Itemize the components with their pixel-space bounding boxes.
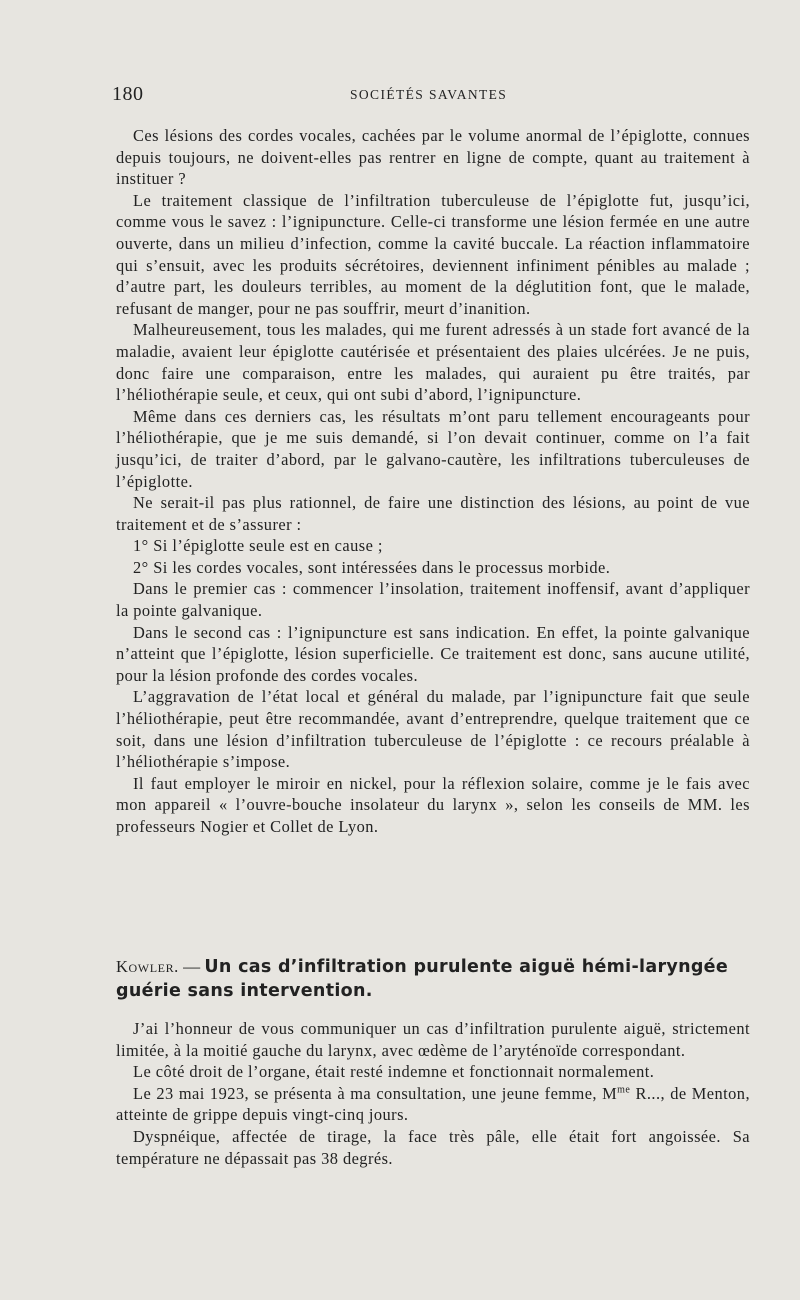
- paragraph: [116, 1083, 750, 1126]
- paragraph: Dans le second cas : l’ignipuncture est sans indication. En effet, la pointe galvanique n’atteint que l’épiglotte, lésion superficielle. Ce traitement est donc, sans aucune utilité, pour la lésion profonde des cordes vocales.: [116, 622, 750, 685]
- paragraph: Ces lésions des cordes vocales, cachées par le volume anormal de l’épiglotte, connues depuis toujours, ne doivent-elles pas rentrer en ligne de compte, quant au traitement à instituer ?: [116, 126, 750, 189]
- paragraph: Dans le premier cas : commencer l’insolation, traitement inoffensif, avant d’appliquer la pointe galvanique.: [116, 579, 750, 621]
- paragraph: L’aggravation de l’état local et général du malade, par l’ignipuncture fait que seule l’héliothérapie, peut être recommandée, avant d’entreprendre, quelque traitement que ce soit, dans une lésion d’infiltration tuberculeuse de l’épiglotte : ce recours préalable à l’héliothérapie s’impose.: [116, 687, 750, 772]
- running-head: SOCIÉTÉS SAVANTES: [350, 87, 508, 102]
- paragraph: J’ai l’honneur de vous communiquer un cas d’infiltration purulente aiguë, strictement limitée, à la moitié gauche du larynx, avec œdème de l’aryténoïde correspondant.: [116, 1019, 750, 1060]
- section-title: Un cas d’infiltration purulente aiguë hémi-laryngée guérie sans intervention.: [116, 957, 729, 1001]
- section-body: [116, 1018, 750, 1169]
- section-author: Kowler.: [116, 957, 179, 976]
- section-heading: [116, 955, 750, 1003]
- paragraph: Malheureusement, tous les malades, qui me furent adressés à un stade fort avancé de la maladie, avaient leur épiglotte cautérisée et présentaient des plaies ulcérées. Je ne puis, donc faire une comparaison, entre les malades, qui auraient pu être traités, par l’héliothérapie seule, et ceux, qui ont subi d’abord, l’ignipuncture.: [116, 320, 750, 405]
- paragraph: Ne serait-il pas plus rationnel, de faire une distinction des lésions, au point de vue traitement et de s’assurer :: [116, 493, 750, 534]
- list-item: 1° Si l’épiglotte seule est en cause ;: [133, 536, 383, 556]
- page-number: 180: [112, 83, 144, 105]
- paragraph-start: Le 23 mai 1923, se présenta à ma consultation, une jeune femme, M: [133, 1083, 618, 1103]
- paragraph: Il faut employer le miroir en nickel, pour la réflexion solaire, comme je le fais avec mon appareil « l’ouvre-bouche insolateur du larynx », selon les conseils de MM. les professeurs Nogier et Collet de Lyon.: [116, 773, 750, 836]
- paragraph: Même dans ces derniers cas, les résultats m’ont paru tellement encourageants pour l’héliothérapie, que je me suis demandé, si l’on devait continuer, comme on l’a fait jusqu’ici, de traiter d’abord, par le galvano-cautère, les infiltrations tuberculeuses de l’épiglotte.: [116, 406, 750, 491]
- paragraph: Le côté droit de l’organe, était resté indemne et fonctionnait normalement.: [133, 1062, 655, 1082]
- section-dash: —: [178, 957, 205, 976]
- paragraph-rest: R..., de Menton, atteinte de grippe depuis vingt-cinq jours.: [116, 1083, 750, 1125]
- list-item: 2° Si les cordes vocales, sont intéressées dans le processus morbide.: [133, 557, 611, 577]
- body-text: [116, 125, 750, 838]
- abbreviation-superscript: me: [617, 1084, 631, 1096]
- paragraph: Dyspnéique, affectée de tirage, la face très pâle, elle était fort angoissée. Sa température ne dépassait pas 38 degrés.: [116, 1126, 750, 1168]
- paragraph: Le traitement classique de l’infiltration tuberculeuse de l’épiglotte fut, jusqu’ici, comme vous le savez : l’ignipuncture. Celle-ci transforme une lésion fermée en une autre ouverte, dans un milieu d’infection, comme la cavité buccale. La réaction inflammatoire qui s’ensuit, avec les produits sécrétoires, deviennent infiniment pénibles au malade ; d’autre part, les douleurs terribles, au moment de la déglutition font, que le malade, refusant de manger, pour ne pas souffrir, meurt d’inanition.: [116, 190, 750, 318]
- page-header: [112, 83, 752, 109]
